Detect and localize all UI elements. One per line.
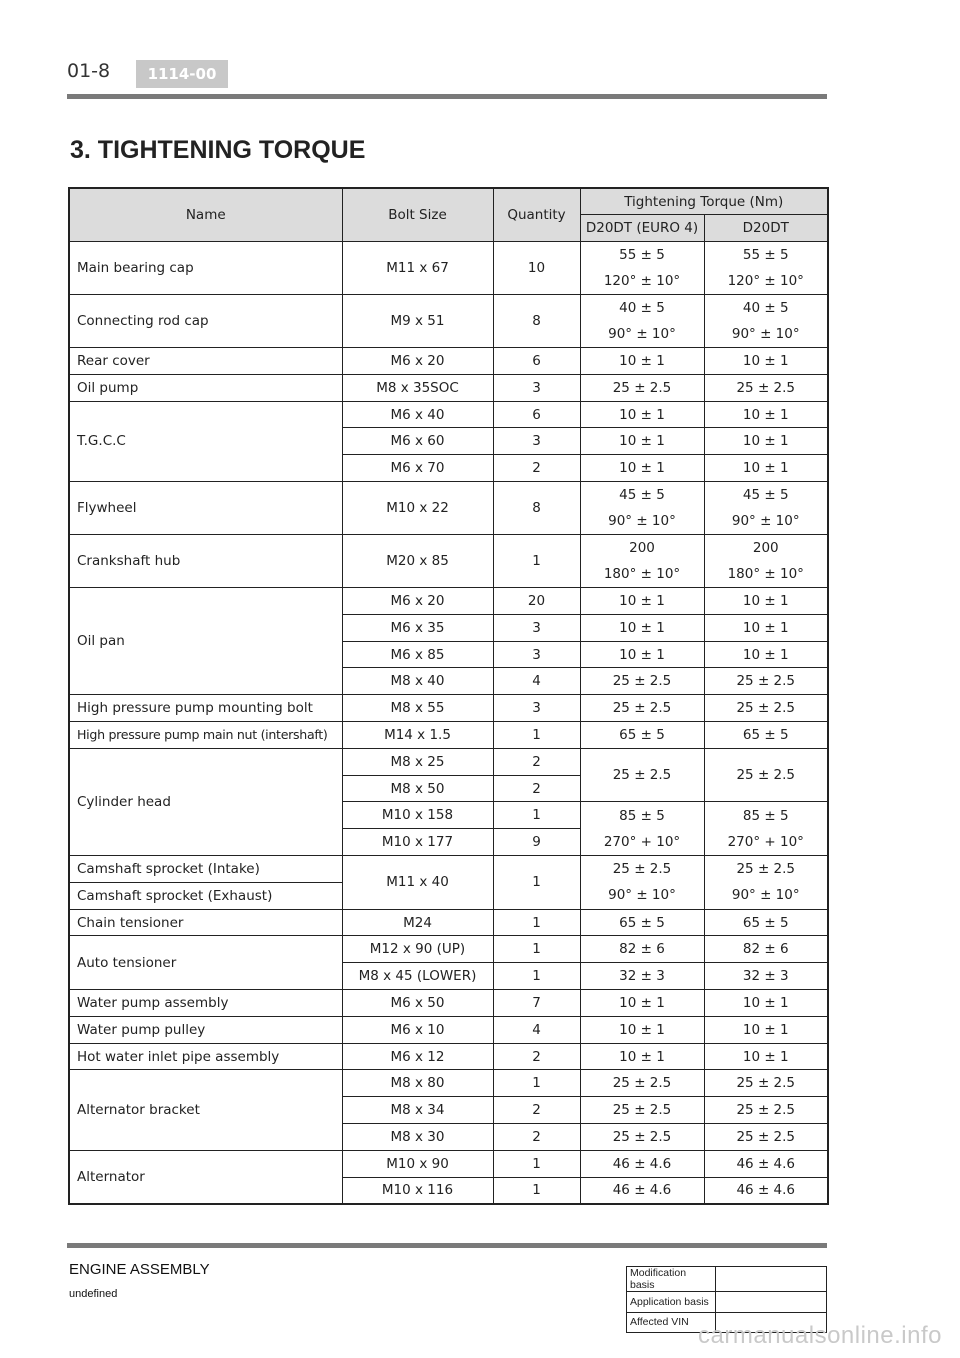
quantity: 2 [493, 775, 580, 802]
torque-value: 200 [629, 540, 655, 557]
basis-value [716, 1292, 827, 1313]
torque-value: 40 ± 5 [619, 300, 665, 317]
torque-euro4: 10 ± 1 [580, 455, 704, 482]
torque-d20dt: 10 ± 1 [704, 614, 828, 641]
basis-value [716, 1267, 827, 1292]
torque-euro4 [580, 242, 704, 295]
quantity: 6 [493, 348, 580, 375]
torque-d20dt: 46 ± 4.6 [704, 1150, 828, 1177]
torque-euro4: 10 ± 1 [580, 588, 704, 615]
table-row [69, 588, 828, 615]
table-row [69, 242, 828, 295]
torque-d20dt: 65 ± 5 [704, 722, 828, 749]
torque-d20dt: 25 ± 2.5 [704, 374, 828, 401]
torque-angle: 90° ± 10° [731, 513, 800, 530]
bolt-size: M9 x 51 [342, 295, 493, 348]
quantity: 4 [493, 1016, 580, 1043]
quantity: 1 [493, 802, 580, 829]
torque-euro4: 10 ± 1 [580, 1043, 704, 1070]
bolt-size: M6 x 10 [342, 1016, 493, 1043]
quantity: 6 [493, 401, 580, 428]
bolt-size: M8 x 35SOC [342, 374, 493, 401]
basis-label: Application basis [627, 1292, 716, 1313]
torque-euro4: 10 ± 1 [580, 1016, 704, 1043]
page-title: 3. TIGHTENING TORQUE [70, 136, 366, 164]
quantity: 2 [493, 455, 580, 482]
table-row [69, 401, 828, 428]
torque-euro4: 10 ± 1 [580, 641, 704, 668]
torque-euro4 [580, 856, 704, 910]
table-row [69, 909, 828, 936]
torque-angle: 270° + 10° [727, 833, 804, 850]
table-row [69, 374, 828, 401]
bolt-size: M10 x 22 [342, 482, 493, 535]
page-number: 01-8 [67, 60, 111, 82]
bolt-size: M6 x 35 [342, 614, 493, 641]
bolt-size: M8 x 34 [342, 1097, 493, 1124]
torque-euro4: 46 ± 4.6 [580, 1177, 704, 1204]
torque-euro4: 10 ± 1 [580, 428, 704, 455]
quantity: 1 [493, 1070, 580, 1097]
part-name: Flywheel [69, 482, 342, 535]
torque-value: 85 ± 5 [742, 807, 789, 824]
torque-table [68, 187, 829, 1205]
torque-euro4: 10 ± 1 [580, 348, 704, 375]
bolt-size: M6 x 12 [342, 1043, 493, 1070]
column-header-d20dt-euro4: D20DT (EURO 4) [580, 215, 704, 242]
header-divider [67, 94, 827, 99]
part-name: Water pump pulley [69, 1016, 342, 1043]
quantity: 1 [493, 1150, 580, 1177]
torque-euro4: 10 ± 1 [580, 401, 704, 428]
torque-value: 55 ± 5 [742, 247, 789, 264]
footer-divider [67, 1243, 827, 1248]
bolt-size: M10 x 90 [342, 1150, 493, 1177]
quantity: 1 [493, 856, 580, 910]
part-name: Auto tensioner [69, 936, 342, 990]
bolt-size: M24 [342, 909, 493, 936]
part-name: Oil pump [69, 374, 342, 401]
table-row [69, 1043, 828, 1070]
quantity: 3 [493, 641, 580, 668]
quantity: 8 [493, 295, 580, 348]
table-row [69, 856, 828, 883]
torque-euro4: 25 ± 2.5 [580, 695, 704, 722]
quantity: 1 [493, 936, 580, 963]
part-name: Hot water inlet pipe assembly [69, 1043, 342, 1070]
torque-d20dt: 10 ± 1 [704, 348, 828, 375]
torque-euro4: 25 ± 2.5 [580, 668, 704, 695]
watermark: carmanualsonline.info [698, 1322, 942, 1349]
torque-euro4: 32 ± 3 [580, 963, 704, 990]
torque-euro4: 25 ± 2.5 [580, 748, 704, 802]
quantity: 1 [493, 722, 580, 749]
quantity: 3 [493, 614, 580, 641]
torque-angle: 90° ± 10° [608, 513, 676, 530]
torque-euro4 [580, 482, 704, 535]
quantity: 7 [493, 990, 580, 1017]
basis-label: Modification basis [627, 1267, 716, 1292]
table-row [69, 722, 828, 749]
torque-d20dt: 82 ± 6 [704, 936, 828, 963]
torque-value: 55 ± 5 [619, 247, 665, 264]
bolt-size: M8 x 30 [342, 1124, 493, 1151]
torque-d20dt: 32 ± 3 [704, 963, 828, 990]
table-row [69, 348, 828, 375]
quantity: 3 [493, 695, 580, 722]
bolt-size: M6 x 20 [342, 348, 493, 375]
torque-d20dt: 10 ± 1 [704, 428, 828, 455]
torque-value: 40 ± 5 [742, 300, 789, 317]
part-name: T.G.C.C [69, 401, 342, 481]
torque-angle: 180° ± 10° [603, 566, 681, 583]
torque-d20dt: 10 ± 1 [704, 1016, 828, 1043]
part-name: Main bearing cap [69, 242, 342, 295]
quantity: 1 [493, 909, 580, 936]
quantity: 3 [493, 374, 580, 401]
torque-angle: 90° ± 10° [731, 887, 800, 904]
quantity: 1 [493, 963, 580, 990]
part-name: Camshaft sprocket (Exhaust) [69, 882, 342, 909]
torque-angle: 120° ± 10° [603, 273, 681, 290]
bolt-size: M11 x 40 [342, 856, 493, 910]
torque-angle: 270° + 10° [603, 833, 681, 850]
table-row [69, 295, 828, 348]
torque-d20dt: 10 ± 1 [704, 588, 828, 615]
quantity: 2 [493, 1043, 580, 1070]
bolt-size: M11 x 67 [342, 242, 493, 295]
torque-euro4: 25 ± 2.5 [580, 374, 704, 401]
part-name: Oil pan [69, 588, 342, 695]
part-name: Connecting rod cap [69, 295, 342, 348]
basis-row [627, 1267, 827, 1292]
torque-angle: 90° ± 10° [731, 326, 800, 343]
quantity: 20 [493, 588, 580, 615]
torque-value: 25 ± 2.5 [736, 861, 796, 878]
table-row [69, 482, 828, 535]
part-name: Chain tensioner [69, 909, 342, 936]
quantity: 9 [493, 829, 580, 856]
basis-label: Affected VIN [627, 1312, 716, 1333]
bolt-size: M6 x 20 [342, 588, 493, 615]
part-name: Camshaft sprocket (Intake) [69, 856, 342, 883]
bolt-size: M8 x 55 [342, 695, 493, 722]
bolt-size: M10 x 158 [342, 802, 493, 829]
torque-euro4: 25 ± 2.5 [580, 1097, 704, 1124]
quantity: 2 [493, 1124, 580, 1151]
bolt-size: M8 x 80 [342, 1070, 493, 1097]
torque-euro4: 46 ± 4.6 [580, 1150, 704, 1177]
torque-euro4: 82 ± 6 [580, 936, 704, 963]
torque-d20dt: 25 ± 2.5 [704, 748, 828, 802]
part-name: Water pump assembly [69, 990, 342, 1017]
quantity: 1 [493, 1177, 580, 1204]
torque-euro4 [580, 295, 704, 348]
quantity: 4 [493, 668, 580, 695]
quantity: 1 [493, 535, 580, 588]
torque-d20dt: 25 ± 2.5 [704, 1097, 828, 1124]
column-header-name: Name [69, 188, 342, 242]
bolt-size: M14 x 1.5 [342, 722, 493, 749]
bolt-size: M8 x 25 [342, 748, 493, 775]
torque-d20dt: 25 ± 2.5 [704, 1124, 828, 1151]
torque-d20dt [704, 535, 828, 588]
column-header-d20dt: D20DT [704, 215, 828, 242]
torque-euro4: 10 ± 1 [580, 614, 704, 641]
column-header-tightening-torque: Tightening Torque (Nm) [580, 188, 828, 215]
torque-value: 200 [752, 540, 779, 557]
torque-angle: 120° ± 10° [727, 273, 804, 290]
torque-d20dt: 10 ± 1 [704, 401, 828, 428]
part-name: High pressure pump main nut (intershaft) [69, 722, 342, 749]
bolt-size: M6 x 40 [342, 401, 493, 428]
torque-euro4: 65 ± 5 [580, 722, 704, 749]
torque-angle: 90° ± 10° [608, 326, 676, 343]
basis-row [627, 1292, 827, 1313]
table-row [69, 990, 828, 1017]
torque-value: 45 ± 5 [619, 487, 665, 504]
bolt-size: M8 x 45 (LOWER) [342, 963, 493, 990]
bolt-size: M6 x 60 [342, 428, 493, 455]
quantity: 2 [493, 748, 580, 775]
table-row [69, 1070, 828, 1097]
table-row [69, 1150, 828, 1177]
torque-euro4: 25 ± 2.5 [580, 1070, 704, 1097]
torque-d20dt: 25 ± 2.5 [704, 1070, 828, 1097]
torque-d20dt: 25 ± 2.5 [704, 668, 828, 695]
part-name: Alternator bracket [69, 1070, 342, 1150]
torque-d20dt: 25 ± 2.5 [704, 695, 828, 722]
torque-d20dt [704, 802, 828, 856]
column-header-bolt-size: Bolt Size [342, 188, 493, 242]
torque-d20dt [704, 482, 828, 535]
bolt-size: M20 x 85 [342, 535, 493, 588]
footer-subtitle: undefined [69, 1288, 118, 1300]
torque-euro4: 10 ± 1 [580, 990, 704, 1017]
torque-euro4 [580, 535, 704, 588]
column-header-quantity: Quantity [493, 188, 580, 242]
quantity: 2 [493, 1097, 580, 1124]
torque-value: 45 ± 5 [742, 487, 789, 504]
bolt-size: M10 x 177 [342, 829, 493, 856]
table-row [69, 1016, 828, 1043]
part-name: Alternator [69, 1150, 342, 1204]
table-row [69, 936, 828, 963]
bolt-size: M6 x 85 [342, 641, 493, 668]
bolt-size: M8 x 50 [342, 775, 493, 802]
table-row [69, 748, 828, 775]
part-name: Cylinder head [69, 748, 342, 855]
torque-d20dt: 10 ± 1 [704, 990, 828, 1017]
torque-value: 85 ± 5 [619, 807, 665, 824]
torque-d20dt [704, 242, 828, 295]
quantity: 3 [493, 428, 580, 455]
torque-d20dt: 10 ± 1 [704, 641, 828, 668]
part-name: High pressure pump mounting bolt [69, 695, 342, 722]
footer-section-title: ENGINE ASSEMBLY [69, 1261, 210, 1278]
part-name: Rear cover [69, 348, 342, 375]
torque-euro4: 25 ± 2.5 [580, 1124, 704, 1151]
part-name: Crankshaft hub [69, 535, 342, 588]
torque-euro4: 65 ± 5 [580, 909, 704, 936]
bolt-size: M6 x 70 [342, 455, 493, 482]
bolt-size: M10 x 116 [342, 1177, 493, 1204]
section-code-badge: 1114-00 [136, 60, 228, 88]
torque-d20dt [704, 295, 828, 348]
torque-d20dt [704, 856, 828, 910]
bolt-size: M12 x 90 (UP) [342, 936, 493, 963]
torque-euro4 [580, 802, 704, 856]
bolt-size: M8 x 40 [342, 668, 493, 695]
torque-d20dt: 10 ± 1 [704, 455, 828, 482]
torque-d20dt: 46 ± 4.6 [704, 1177, 828, 1204]
bolt-size: M6 x 50 [342, 990, 493, 1017]
quantity: 8 [493, 482, 580, 535]
table-row [69, 535, 828, 588]
quantity: 10 [493, 242, 580, 295]
torque-d20dt: 10 ± 1 [704, 1043, 828, 1070]
torque-angle: 90° ± 10° [608, 887, 676, 904]
table-row [69, 695, 828, 722]
torque-d20dt: 65 ± 5 [704, 909, 828, 936]
torque-value: 25 ± 2.5 [612, 861, 672, 878]
torque-angle: 180° ± 10° [727, 566, 804, 583]
